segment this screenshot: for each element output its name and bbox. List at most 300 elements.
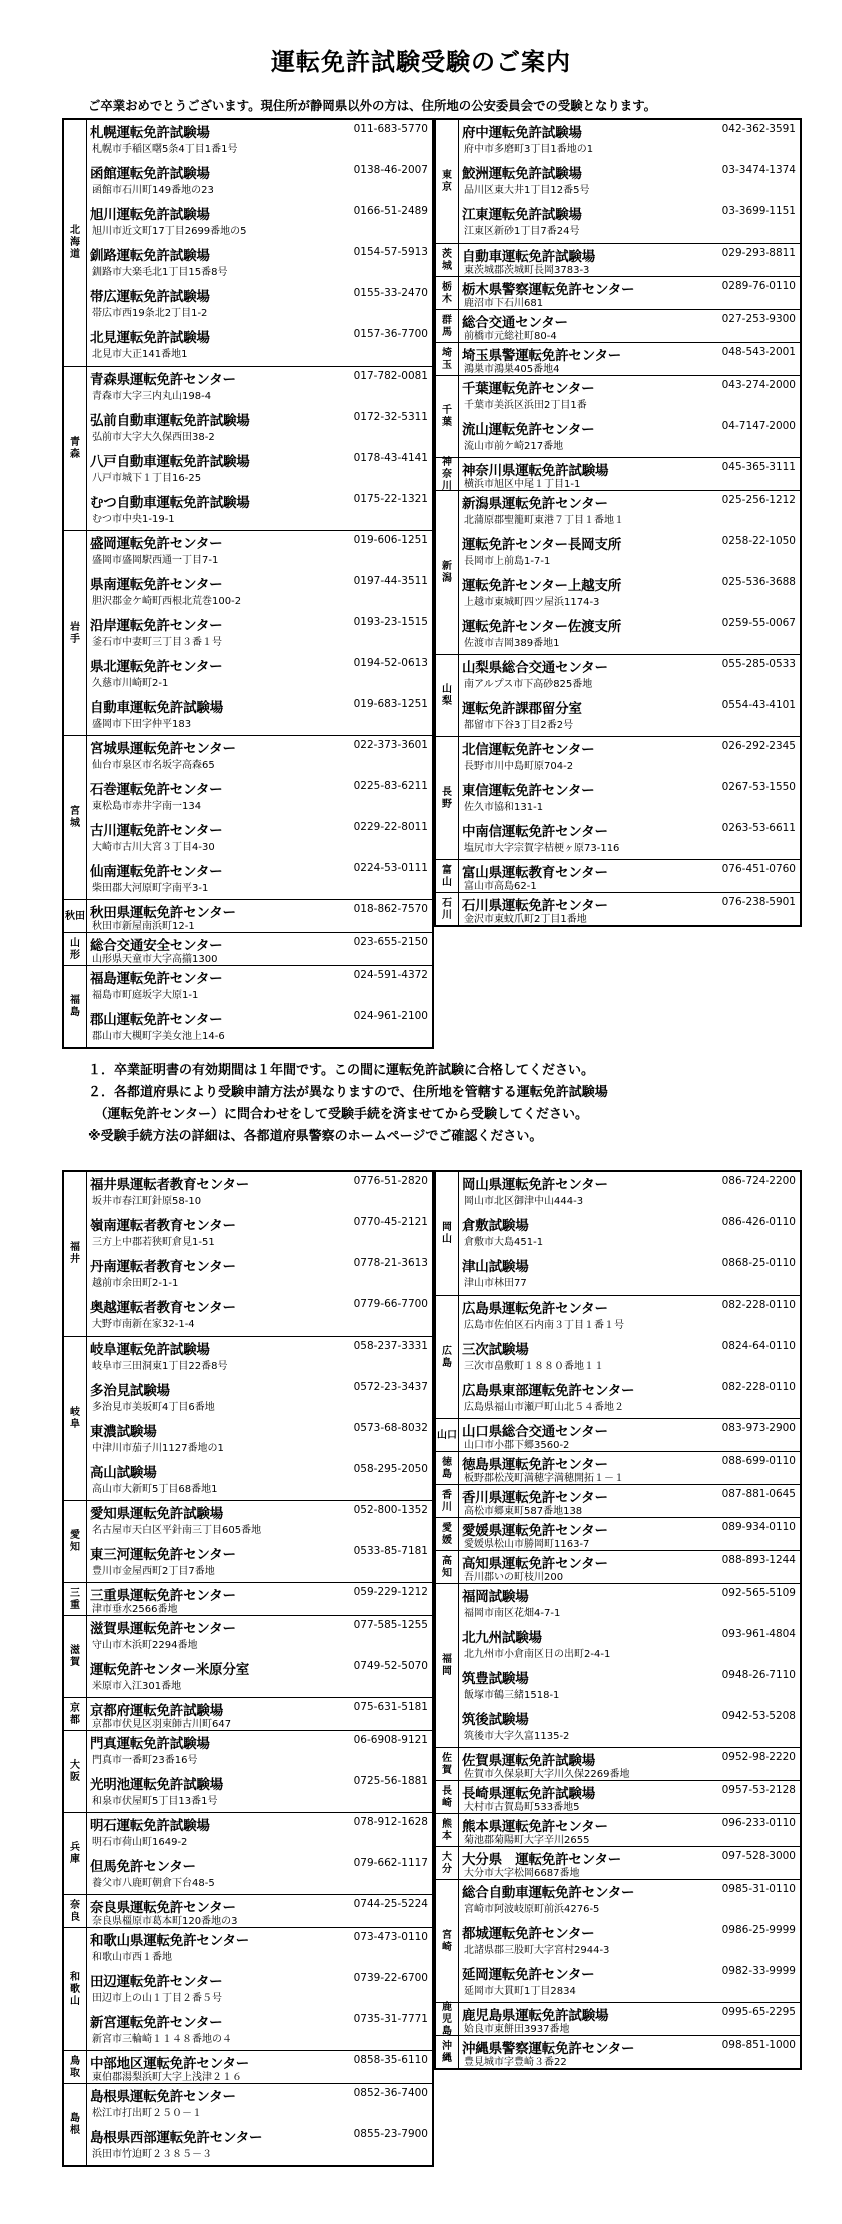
facility-entry bbox=[460, 532, 798, 573]
facility-entry bbox=[460, 2036, 798, 2069]
facility-address: 筑後市大字久富1135-2 bbox=[464, 1731, 570, 1742]
facility-entry bbox=[460, 1625, 798, 1666]
facility-address: 盛岡市盛岡駅西通一丁目7-1 bbox=[92, 555, 219, 566]
facility-address: 郡山市大槻町字美女池上14-6 bbox=[92, 1031, 225, 1042]
prefecture-group bbox=[436, 1583, 800, 1748]
facility-entry bbox=[460, 1172, 798, 1213]
prefecture-group bbox=[64, 530, 432, 736]
facility-phone: 096-233-0110 bbox=[721, 1817, 796, 1829]
facility-phone: 06-6908-9121 bbox=[353, 1734, 428, 1746]
facility-name: 江東運転免許試験場 bbox=[462, 207, 582, 223]
facility-name: 三重県運転免許センター bbox=[90, 1588, 236, 1604]
facility-entry bbox=[460, 1551, 798, 1584]
facility-phone: 0779-66-7700 bbox=[353, 1298, 428, 1310]
prefecture-group bbox=[64, 899, 432, 933]
facility-address: 横浜市旭区中尾１丁目1-1 bbox=[464, 479, 581, 490]
prefecture-label: 三 重 bbox=[64, 1583, 87, 1616]
facility-name: 光明池運転免許試験場 bbox=[90, 1777, 223, 1793]
facility-phone: 0995-65-2295 bbox=[721, 2006, 796, 2018]
prefecture-label: 栃 木 bbox=[436, 277, 459, 310]
facility-name: 滋賀県運転免許センター bbox=[90, 1621, 236, 1637]
facility-name: 郡山運転免許センター bbox=[90, 1012, 223, 1028]
facility-phone: 0778-21-3613 bbox=[353, 1257, 428, 1269]
facility-phone: 0858-35-6110 bbox=[353, 2054, 428, 2066]
facility-address: 豊川市金屋西町2丁目7番地 bbox=[92, 1566, 215, 1577]
prefecture-group bbox=[64, 1812, 432, 1895]
facility-phone: 078-912-1628 bbox=[353, 1816, 428, 1828]
prefecture-group bbox=[436, 309, 800, 343]
facility-name: 倉敷試験場 bbox=[462, 1218, 529, 1234]
table-chubu-kinki bbox=[62, 1170, 434, 2167]
facility-entry bbox=[460, 614, 798, 655]
facility-phone: 097-528-3000 bbox=[721, 1850, 796, 1862]
prefecture-group bbox=[64, 965, 432, 1048]
facility-name: 県南運転免許センター bbox=[90, 577, 223, 593]
facility-entry bbox=[460, 1781, 798, 1814]
prefecture-label: 岡 山 bbox=[436, 1172, 459, 1295]
facility-name: 岡山県運転免許センター bbox=[462, 1177, 608, 1193]
prefecture-group bbox=[64, 1697, 432, 1731]
prefecture-label: 新 潟 bbox=[436, 491, 459, 655]
facility-phone: 075-631-5181 bbox=[353, 1701, 428, 1713]
facility-address: 流山市前ケ崎217番地 bbox=[464, 441, 564, 452]
facility-name: 総合交通安全センター bbox=[90, 938, 223, 954]
facility-name: 北信運転免許センター bbox=[462, 742, 595, 758]
facility-entry bbox=[460, 1847, 798, 1880]
facility-entry bbox=[88, 161, 430, 202]
facility-address: 東茨城郡茨城町長岡3783-3 bbox=[464, 265, 590, 276]
prefecture-group bbox=[436, 375, 800, 458]
prefecture-group bbox=[436, 120, 800, 243]
facility-address: 大野市南新在家32-1-4 bbox=[92, 1319, 195, 1330]
facility-phone: 0225-83-6211 bbox=[353, 780, 428, 792]
facility-entry bbox=[460, 1748, 798, 1781]
facility-phone: 0776-51-2820 bbox=[353, 1175, 428, 1187]
prefecture-group bbox=[436, 457, 800, 491]
facility-name: 奥越運転者教育センター bbox=[90, 1300, 236, 1316]
facility-name: 島根県西部運転免許センター bbox=[90, 2130, 263, 2146]
facility-address: 宮崎市阿波岐原町前浜4276-5 bbox=[464, 1904, 600, 1915]
facility-name: 福井県運転者教育センター bbox=[90, 1177, 250, 1193]
prefecture-group bbox=[436, 1418, 800, 1452]
facility-address: 札幌市手稲区曙5条4丁目1番1号 bbox=[92, 144, 238, 155]
facility-phone: 093-961-4804 bbox=[721, 1628, 796, 1640]
facility-name: 鹿児島県運転免許試験場 bbox=[462, 2008, 609, 2024]
facility-name: 旭川運転免許試験場 bbox=[90, 207, 210, 223]
facility-address: 和泉市伏屋町5丁目13番1号 bbox=[92, 1796, 218, 1807]
facility-name: 石川県運転免許センター bbox=[462, 898, 608, 914]
facility-phone: 025-536-3688 bbox=[721, 576, 796, 588]
facility-phone: 0749-52-5070 bbox=[353, 1660, 428, 1672]
facility-entry bbox=[460, 277, 798, 310]
facility-name: 総合交通センター bbox=[462, 315, 568, 331]
prefecture-group bbox=[436, 1846, 800, 1880]
facility-entry bbox=[460, 2003, 798, 2036]
facility-address: 前橋市元総社町80-4 bbox=[464, 331, 557, 342]
prefecture-label: 秋田 bbox=[64, 900, 87, 933]
facility-address: 岡山市北区御津中山444-3 bbox=[464, 1196, 584, 1207]
facility-phone: 052-800-1352 bbox=[353, 1504, 428, 1516]
prefecture-group bbox=[436, 1295, 800, 1419]
facility-address: 北諸県郡三股町大字宮村2944-3 bbox=[464, 1945, 610, 1956]
prefecture-group bbox=[64, 2083, 432, 2166]
facility-phone: 0157-36-7700 bbox=[353, 328, 428, 340]
facility-name: 奈良県運転免許センター bbox=[90, 1900, 236, 1916]
facility-entry bbox=[88, 1813, 430, 1854]
facility-name: 東濃試験場 bbox=[90, 1424, 157, 1440]
facility-phone: 022-373-3601 bbox=[353, 739, 428, 751]
facility-phone: 0942-53-5208 bbox=[721, 1710, 796, 1722]
facility-name: 愛媛県運転免許センター bbox=[462, 1523, 608, 1539]
facility-address: 久慈市川崎町2-1 bbox=[92, 678, 169, 689]
facility-phone: 089-934-0110 bbox=[721, 1521, 796, 1533]
prefecture-group bbox=[436, 1780, 800, 1814]
facility-entry bbox=[88, 367, 430, 408]
facility-entry bbox=[460, 1666, 798, 1707]
facility-address: 都留市下谷3丁目2番2号 bbox=[464, 720, 574, 731]
facility-name: 山口県総合交通センター bbox=[462, 1424, 608, 1440]
facility-entry bbox=[460, 1337, 798, 1378]
facility-entry bbox=[460, 417, 798, 458]
facility-phone: 082-228-0110 bbox=[721, 1381, 796, 1393]
facility-entry bbox=[88, 859, 430, 900]
prefecture-label: 佐 賀 bbox=[436, 1748, 459, 1781]
prefecture-label: 広 島 bbox=[436, 1296, 459, 1419]
facility-name: 佐賀県運転免許試験場 bbox=[462, 1753, 595, 1769]
prefecture-label: 山 形 bbox=[64, 933, 87, 966]
facility-name: 京都府運転免許試験場 bbox=[90, 1703, 223, 1719]
facility-phone: 076-238-5901 bbox=[721, 896, 796, 908]
facility-name: 自動車運転免許試験場 bbox=[90, 700, 223, 716]
facility-name: 運転免許センター米原分室 bbox=[90, 1662, 250, 1678]
prefecture-group bbox=[64, 1894, 432, 1928]
facility-entry bbox=[460, 778, 798, 819]
note-2: ２．各都道府県により受験申請方法が異なりますので、住所地を管轄する運転免許試験場 bbox=[88, 1085, 608, 1100]
facility-name: 仙南運転免許センター bbox=[90, 864, 223, 880]
facility-entry bbox=[460, 696, 798, 737]
facility-phone: 0554-43-4101 bbox=[721, 699, 796, 711]
facility-name: 運転免許課郡留分室 bbox=[462, 701, 582, 717]
facility-name: 東三河運転免許センター bbox=[90, 1547, 236, 1563]
facility-phone: 0982-33-9999 bbox=[721, 1965, 796, 1977]
facility-name: 盛岡運転免許センター bbox=[90, 536, 223, 552]
facility-entry bbox=[88, 531, 430, 572]
facility-name: 香川県運転免許センター bbox=[462, 1490, 608, 1506]
prefecture-group bbox=[64, 1615, 432, 1698]
prefecture-group bbox=[436, 1879, 800, 2003]
facility-entry bbox=[88, 1895, 430, 1928]
prefecture-label: 山 梨 bbox=[436, 655, 459, 737]
facility-name: 運転免許センター長岡支所 bbox=[462, 537, 622, 553]
facility-address: 長岡市上前島1-7-1 bbox=[464, 556, 551, 567]
facility-phone: 0258-22-1050 bbox=[721, 535, 796, 547]
facility-entry bbox=[460, 1814, 798, 1847]
facility-entry bbox=[88, 2010, 430, 2051]
facility-entry bbox=[460, 161, 798, 202]
prefecture-label: 北 海 道 bbox=[64, 120, 87, 366]
facility-entry bbox=[88, 408, 430, 449]
facility-name: 釧路運転免許試験場 bbox=[90, 248, 210, 264]
facility-address: 南アルプス市下高砂825番地 bbox=[464, 679, 593, 690]
prefecture-group bbox=[64, 2050, 432, 2084]
facility-phone: 024-961-2100 bbox=[353, 1010, 428, 1022]
facility-name: 石巻運転免許センター bbox=[90, 782, 223, 798]
facility-entry bbox=[88, 284, 430, 325]
facility-address: 東伯郡湯梨浜町大字上浅津２１６ bbox=[92, 2072, 242, 2083]
facility-phone: 0154-57-5913 bbox=[353, 246, 428, 258]
facility-phone: 083-973-2900 bbox=[721, 1422, 796, 1434]
facility-phone: 0725-56-1881 bbox=[353, 1775, 428, 1787]
facility-entry bbox=[88, 572, 430, 613]
facility-address: 仙台市泉区市名坂字高森65 bbox=[92, 760, 215, 771]
facility-entry bbox=[88, 325, 430, 366]
facility-address: 長野市川中島町原704-2 bbox=[464, 761, 574, 772]
prefecture-group bbox=[436, 1747, 800, 1781]
facility-name: 福岡試験場 bbox=[462, 1589, 529, 1605]
facility-phone: 029-293-8811 bbox=[721, 247, 796, 259]
facility-name: 延岡運転免許センター bbox=[462, 1967, 595, 1983]
facility-phone: 0770-45-2121 bbox=[353, 1216, 428, 1228]
facility-entry bbox=[88, 654, 430, 695]
facility-entry bbox=[460, 1452, 798, 1485]
facility-phone: 0172-32-5311 bbox=[353, 411, 428, 423]
facility-phone: 0224-53-0111 bbox=[353, 862, 428, 874]
facility-phone: 058-295-2050 bbox=[353, 1463, 428, 1475]
facility-entry bbox=[460, 491, 798, 532]
prefecture-group bbox=[436, 276, 800, 310]
facility-entry bbox=[88, 1542, 430, 1583]
facility-entry bbox=[460, 1584, 798, 1625]
facility-entry bbox=[88, 1657, 430, 1698]
table-kanto-chubu bbox=[434, 118, 802, 927]
facility-phone: 019-683-1251 bbox=[353, 698, 428, 710]
page-title: 運転免許試験受験のご案内 bbox=[271, 48, 571, 76]
facility-entry bbox=[460, 1378, 798, 1419]
facility-address: 福岡市南区花畑4-7-1 bbox=[464, 1608, 561, 1619]
prefecture-group bbox=[436, 654, 800, 737]
prefecture-group bbox=[436, 1172, 800, 1295]
facility-phone: 0193-23-1515 bbox=[353, 616, 428, 628]
prefecture-label: 和 歌 山 bbox=[64, 1928, 87, 2051]
facility-phone: 0138-46-2007 bbox=[353, 164, 428, 176]
prefecture-label: 愛 知 bbox=[64, 1501, 87, 1583]
facility-name: 栃木県警察運転免許センター bbox=[462, 282, 635, 298]
facility-name: 北見運転免許試験場 bbox=[90, 330, 210, 346]
facility-address: 豊見城市字豊崎３番22 bbox=[464, 2057, 567, 2068]
facility-address: 高松市郷東町587番地138 bbox=[464, 1506, 583, 1517]
facility-address: 山口市小郡下郷3560-2 bbox=[464, 1440, 570, 1451]
prefecture-label: 奈 良 bbox=[64, 1895, 87, 1928]
facility-name: 宮城県運転免許センター bbox=[90, 741, 236, 757]
facility-phone: 0263-53-6611 bbox=[721, 822, 796, 834]
facility-entry bbox=[460, 376, 798, 417]
note-1: １．卒業証明書の有効期間は１年間です。この間に運転免許試験に合格してください。 bbox=[88, 1063, 594, 1078]
facility-name: 高知県運転免許センター bbox=[462, 1556, 608, 1572]
facility-phone: 048-543-2001 bbox=[721, 346, 796, 358]
prefecture-group bbox=[64, 1730, 432, 1813]
facility-phone: 024-591-4372 bbox=[353, 969, 428, 981]
facility-entry bbox=[88, 243, 430, 284]
facility-phone: 058-237-3331 bbox=[353, 1340, 428, 1352]
prefecture-label: 長 野 bbox=[436, 737, 459, 860]
table-hokkaido-tohoku bbox=[62, 118, 434, 1049]
prefecture-label: 鳥 取 bbox=[64, 2051, 87, 2084]
facility-entry bbox=[88, 933, 430, 966]
facility-entry bbox=[460, 737, 798, 778]
facility-phone: 018-862-7570 bbox=[353, 903, 428, 915]
facility-phone: 0178-43-4141 bbox=[353, 452, 428, 464]
facility-phone: 073-473-0110 bbox=[353, 1931, 428, 1943]
facility-phone: 059-229-1212 bbox=[353, 1586, 428, 1598]
facility-address: 函館市石川町149番地の23 bbox=[92, 185, 214, 196]
facility-entry bbox=[460, 1518, 798, 1551]
facility-address: 金沢市東蚊爪町2丁目1番地 bbox=[464, 914, 587, 925]
facility-address: 北見市大正141番地1 bbox=[92, 349, 188, 360]
facility-entry bbox=[460, 893, 798, 926]
facility-phone: 055-285-0533 bbox=[721, 658, 796, 670]
facility-name: 熊本県運転免許センター bbox=[462, 1819, 608, 1835]
facility-entry bbox=[460, 573, 798, 614]
facility-entry bbox=[460, 244, 798, 277]
facility-phone: 0739-22-6700 bbox=[353, 1972, 428, 1984]
facility-address: 中津川市茄子川1127番地の1 bbox=[92, 1443, 224, 1454]
facility-name: 東信運転免許センター bbox=[462, 783, 595, 799]
prefecture-label: 鹿 児 島 bbox=[436, 2003, 459, 2036]
facility-phone: 025-256-1212 bbox=[721, 494, 796, 506]
facility-phone: 0855-23-7900 bbox=[353, 2128, 428, 2140]
facility-entry bbox=[460, 1707, 798, 1748]
prefecture-label: 長 崎 bbox=[436, 1781, 459, 1814]
facility-entry bbox=[88, 1616, 430, 1657]
facility-entry bbox=[88, 202, 430, 243]
facility-phone: 088-699-0110 bbox=[721, 1455, 796, 1467]
facility-entry bbox=[460, 1419, 798, 1452]
prefecture-label: 香 川 bbox=[436, 1485, 459, 1518]
facility-phone: 0868-25-0110 bbox=[721, 1257, 796, 1269]
facility-address: 山形県天童市大字高擶1300 bbox=[92, 954, 218, 965]
facility-address: 秋田市新屋南浜町12-1 bbox=[92, 921, 195, 932]
prefecture-label: 滋 賀 bbox=[64, 1616, 87, 1698]
facility-phone: 0197-44-3511 bbox=[353, 575, 428, 587]
facility-address: 塩尻市大字宗賀字桔梗ヶ原73-116 bbox=[464, 843, 620, 854]
facility-phone: 0735-31-7771 bbox=[353, 2013, 428, 2025]
prefecture-group bbox=[436, 1517, 800, 1551]
facility-name: 山梨県総合交通センター bbox=[462, 660, 608, 676]
facility-phone: 098-851-1000 bbox=[721, 2039, 796, 2051]
facility-name: 岐阜運転免許試験場 bbox=[90, 1342, 210, 1358]
facility-phone: 076-451-0760 bbox=[721, 863, 796, 875]
facility-phone: 086-724-2200 bbox=[721, 1175, 796, 1187]
prefecture-label: 群 馬 bbox=[436, 310, 459, 343]
facility-address: 佐賀市久保泉町大字川久保2269番地 bbox=[464, 1769, 630, 1780]
prefecture-label: 岐 阜 bbox=[64, 1337, 87, 1501]
facility-phone: 0985-31-0110 bbox=[721, 1883, 796, 1895]
prefecture-group bbox=[436, 736, 800, 860]
facility-entry bbox=[460, 458, 798, 491]
facility-name: 弘前自動車運転免許試験場 bbox=[90, 413, 250, 429]
intro-text: ご卒業おめでとうございます。現住所が静岡県以外の方は、住所地の公安委員会での受験となります。 bbox=[88, 98, 656, 113]
facility-name: 津山試験場 bbox=[462, 1259, 529, 1275]
prefecture-label: 茨 城 bbox=[436, 244, 459, 277]
facility-phone: 0229-22-8011 bbox=[353, 821, 428, 833]
facility-entry bbox=[460, 202, 798, 243]
prefecture-group bbox=[436, 490, 800, 655]
table-chugoku-kyushu bbox=[434, 1170, 802, 2070]
prefecture-group bbox=[436, 1550, 800, 1584]
facility-entry bbox=[88, 818, 430, 859]
facility-phone: 0824-64-0110 bbox=[721, 1340, 796, 1352]
facility-entry bbox=[88, 695, 430, 736]
facility-entry bbox=[460, 343, 798, 376]
facility-entry bbox=[88, 613, 430, 654]
facility-entry bbox=[88, 449, 430, 490]
prefecture-label: 福 井 bbox=[64, 1172, 87, 1336]
facility-phone: 03-3474-1374 bbox=[721, 164, 796, 176]
facility-entry bbox=[88, 1772, 430, 1813]
facility-name: 青森県運転免許センター bbox=[90, 372, 236, 388]
facility-address: 青森市大字三内丸山198-4 bbox=[92, 391, 212, 402]
prefecture-label: 千 葉 bbox=[436, 376, 459, 458]
prefecture-label: 青 森 bbox=[64, 367, 87, 531]
facility-phone: 023-655-2150 bbox=[353, 936, 428, 948]
facility-address: 田辺市上の山１丁目２番５号 bbox=[92, 1993, 222, 2004]
prefecture-group bbox=[436, 892, 800, 926]
facility-name: 富山県運転教育センター bbox=[462, 865, 608, 881]
facility-name: 函館運転免許試験場 bbox=[90, 166, 210, 182]
facility-phone: 045-365-3111 bbox=[721, 461, 796, 473]
facility-phone: 04-7147-2000 bbox=[721, 420, 796, 432]
facility-name: 新宮運転免許センター bbox=[90, 2015, 223, 2031]
facility-address: 大崎市古川大宮３丁目4-30 bbox=[92, 842, 215, 853]
prefecture-group bbox=[64, 1500, 432, 1583]
facility-entry bbox=[88, 900, 430, 933]
facility-name: むつ自動車運転免許試験場 bbox=[90, 495, 250, 511]
facility-entry bbox=[88, 120, 430, 161]
facility-name: 自動車運転免許試験場 bbox=[462, 249, 595, 265]
facility-address: 飯塚市鶴三緒1518-1 bbox=[464, 1690, 560, 1701]
facility-name: 但馬免許センター bbox=[90, 1859, 196, 1875]
facility-phone: 0948-26-7110 bbox=[721, 1669, 796, 1681]
facility-address: 盛岡市下田字仲平183 bbox=[92, 719, 192, 730]
prefecture-group bbox=[436, 342, 800, 376]
facility-address: 品川区東大井1丁目12番5号 bbox=[464, 185, 590, 196]
facility-entry bbox=[88, 777, 430, 818]
facility-phone: 0194-52-0613 bbox=[353, 657, 428, 669]
facility-entry bbox=[88, 1337, 430, 1378]
facility-address: 愛媛県松山市勝岡町1163-7 bbox=[464, 1539, 590, 1550]
facility-entry bbox=[460, 1254, 798, 1295]
facility-address: 北九州市小倉南区日の出町2-4-1 bbox=[464, 1649, 611, 1660]
facility-address: 釜石市中妻町三丁目３番１号 bbox=[92, 637, 222, 648]
facility-name: 千葉運転免許センター bbox=[462, 381, 595, 397]
facility-phone: 0572-23-3437 bbox=[353, 1381, 428, 1393]
facility-entry bbox=[88, 1583, 430, 1616]
facility-name: 流山運転免許センター bbox=[462, 422, 595, 438]
prefecture-label: 兵 庫 bbox=[64, 1813, 87, 1895]
facility-entry bbox=[88, 1419, 430, 1460]
facility-entry bbox=[88, 1928, 430, 1969]
facility-address: 三次市畠敷町１８８０番地１１ bbox=[464, 1361, 604, 1372]
facility-entry bbox=[88, 736, 430, 777]
facility-phone: 043-274-2000 bbox=[721, 379, 796, 391]
facility-name: 中部地区運転免許センター bbox=[90, 2056, 250, 2072]
facility-entry bbox=[88, 1378, 430, 1419]
facility-address: 和歌山市西１番地 bbox=[92, 1952, 172, 1963]
facility-address: 北蒲原郡聖籠町東港７丁目１番地１ bbox=[464, 515, 624, 526]
facility-name: 福島運転免許センター bbox=[90, 971, 223, 987]
facility-name: 県北運転免許センター bbox=[90, 659, 223, 675]
facility-phone: 0952-98-2220 bbox=[721, 1751, 796, 1763]
